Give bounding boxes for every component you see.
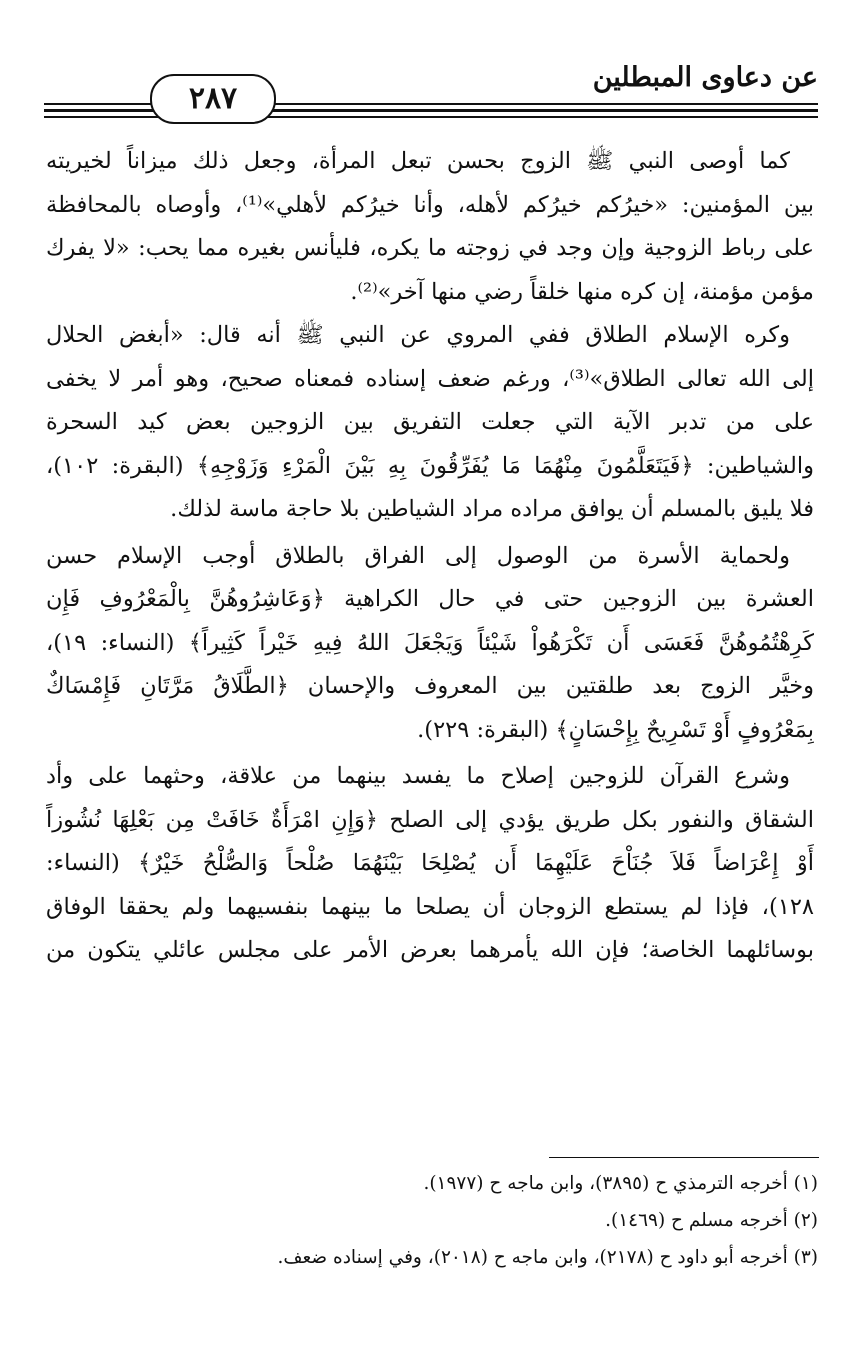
text-line: الشقاق والنفور بكل طريق يؤدي إلى الصلح ﴿وَإِنِ امْرَأَةٌ خَافَتْ مِن بَعْلِهَا نُشُوزاً	[46, 806, 814, 833]
running-title: عن دعاوى المبطلين	[592, 62, 818, 93]
text-line: بِمَعْرُوفٍ أَوْ تَسْرِيحٌ بِإِحْسَانٍ﴾ (البقرة: ٢٢٩).	[417, 716, 814, 743]
text-line: أَوْ إِعْرَاضاً فَلاَ جُنَاْحَ عَلَيْهِمَا أَن يُصْلِحَا بَيْنَهُمَا صُلْحاً وَالصُّلْحُ خَيْرٌ﴾ (النساء:	[46, 850, 814, 876]
text-line: ١٢٨)، فإذا لم يستطع الزوجان أن يصلحا ما بينهما بنفسيهما ولم يحققا الوفاق	[46, 893, 814, 920]
text-line: العشرة بين الزوجين حتى في حال الكراهية ﴿وَعَاشِرُوهُنَّ بِالْمَعْرُوفِ فَإِن	[46, 586, 814, 612]
page-number: ٢٨٧	[150, 74, 276, 124]
page-header	[44, 56, 818, 126]
text-line: وشرع القرآن للزوجين إصلاح ما يفسد بينهما من علاقة، وحثهما على وأد	[46, 763, 790, 789]
text-line: كما أوصى النبي ﷺ الزوج بحسن تبعل المرأة، وجعل ذلك ميزاناً لخيريته	[46, 148, 790, 174]
text-line: إلى الله تعالى الطلاق»⁽³⁾، ورغم ضعف إسناده فمعناه صحيح، وهو أمر لا يخفى	[46, 365, 814, 392]
text-line: مؤمن مؤمنة، إن كره منها خلقاً رضي منها آخر»⁽²⁾.	[350, 278, 814, 305]
text-line: كَرِهْتُمُوهُنَّ فَعَسَى أَن تَكْرَهُواْ شَيْئاً وَيَجْعَلَ اللهُ فِيهِ خَيْراً كَثِيراً﴾ (النساء: ١٩)،	[46, 629, 814, 656]
main-text	[46, 140, 814, 973]
footnote-separator	[549, 1157, 819, 1158]
text-line: فلا يليق بالمسلم أن يوافق مراده مراد الشياطين بلا حاجة ماسة لذلك.	[170, 496, 814, 522]
text-line: بوسائلهما الخاصة؛ فإن الله يأمرهما بعرض الأمر على مجلس عائلي يتكون من	[46, 937, 814, 963]
text-line: على رباط الزوجية وإن وجد في زوجته ما يكره، فليأنس بغيره مما يحب: «لا يفرك	[46, 235, 814, 261]
footnote: (٢) أخرجه مسلم ح (١٤٦٩).	[605, 1210, 818, 1231]
footnotes	[46, 1165, 818, 1276]
text-line: وكره الإسلام الطلاق ففي المروي عن النبي ﷺ أنه قال: «أبغض الحلال	[46, 322, 790, 348]
text-line: والشياطين: ﴿فَيَتَعَلَّمُونَ مِنْهُمَا مَا يُفَرِّقُونَ بِهِ بَيْنَ الْمَرْءِ وَزَوْجِهِ﴾ (البقرة: ١٠٢)،	[46, 452, 814, 479]
text-line: وخيَّر الزوج بعد طلقتين بين المعروف والإحسان ﴿الطَّلَاقُ مَرَّتَانِ فَإِمْسَاكٌ	[46, 673, 814, 699]
text-line: بين المؤمنين: «خيرُكم خيرُكم لأهله، وأنا خيرُكم لأهلي»⁽¹⁾، وأوصاه بالمحافظة	[46, 191, 814, 218]
text-line: على من تدبر الآية التي جعلت التفريق بين الزوجين بعض كيد السحرة	[46, 409, 814, 435]
text-line: ولحماية الأسرة من الوصول إلى الفراق بالطلاق أوجب الإسلام حسن	[46, 542, 790, 569]
footnote: (٣) أخرجه أبو داود ح (٢١٧٨)، وابن ماجه ح (٢٠١٨)، وفي إسناده ضعف.	[277, 1247, 818, 1268]
footnote: (١) أخرجه الترمذي ح (٣٨٩٥)، وابن ماجه ح (١٩٧٧).	[423, 1173, 818, 1194]
